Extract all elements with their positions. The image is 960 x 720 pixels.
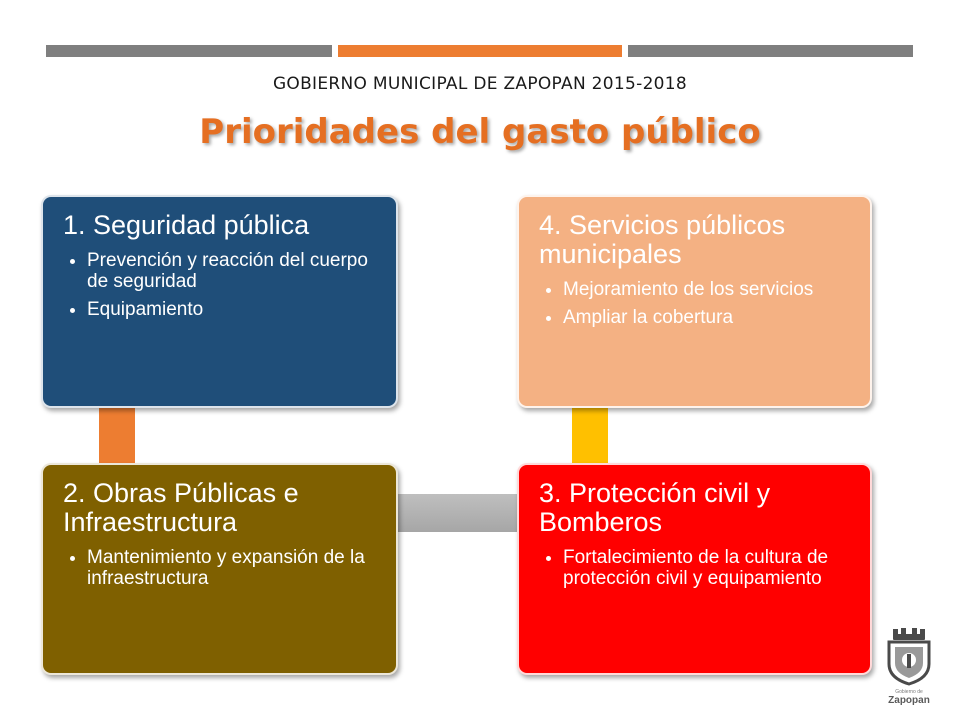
list-item: • Prevención y reacción del cuerpo de seguridad bbox=[87, 250, 376, 292]
shield-icon bbox=[889, 642, 929, 684]
list-item: • Fortalecimiento de la cultura de protección civil y equipamiento bbox=[563, 547, 850, 589]
priority-box-2 bbox=[41, 463, 398, 675]
list-item: • Mejoramiento de los servicios bbox=[563, 279, 850, 300]
header-subtitle: GOBIERNO MUNICIPAL DE ZAPOPAN 2015-2018 bbox=[272, 74, 688, 94]
priority-title-4: 4. Servicios públicos municipales bbox=[539, 210, 786, 269]
zapopan-logo bbox=[883, 628, 935, 708]
priority-list-3 bbox=[539, 547, 850, 589]
priority-box-3 bbox=[517, 463, 872, 675]
crown-icon bbox=[893, 628, 925, 640]
priority-list-1 bbox=[63, 250, 376, 320]
list-item: • Ampliar la cobertura bbox=[563, 307, 850, 328]
connector-2-3 bbox=[395, 494, 520, 532]
list-item: • Mantenimiento y expansión de la infraestructura bbox=[87, 547, 376, 589]
priority-list-4 bbox=[539, 279, 850, 328]
connector-3-4 bbox=[572, 405, 608, 467]
top-bar-right bbox=[628, 45, 913, 57]
connector-1-2 bbox=[99, 405, 135, 467]
priority-title-2: 2. Obras Públicas e Infraestructura bbox=[63, 478, 299, 537]
list-item: • Equipamiento bbox=[87, 299, 376, 320]
priority-list-2 bbox=[63, 547, 376, 589]
top-bar-left bbox=[46, 45, 332, 57]
priority-box-1 bbox=[41, 195, 398, 408]
priority-box-4 bbox=[517, 195, 872, 408]
logo-caption-small: Gobierno de bbox=[895, 689, 923, 695]
logo-caption: Zapopan bbox=[888, 695, 930, 706]
priority-title-1: 1. Seguridad pública bbox=[63, 210, 310, 240]
page-title: Prioridades del gasto público bbox=[199, 112, 761, 152]
top-bar-center bbox=[338, 45, 622, 57]
priority-title-3: 3. Protección civil y Bomberos bbox=[539, 478, 771, 537]
